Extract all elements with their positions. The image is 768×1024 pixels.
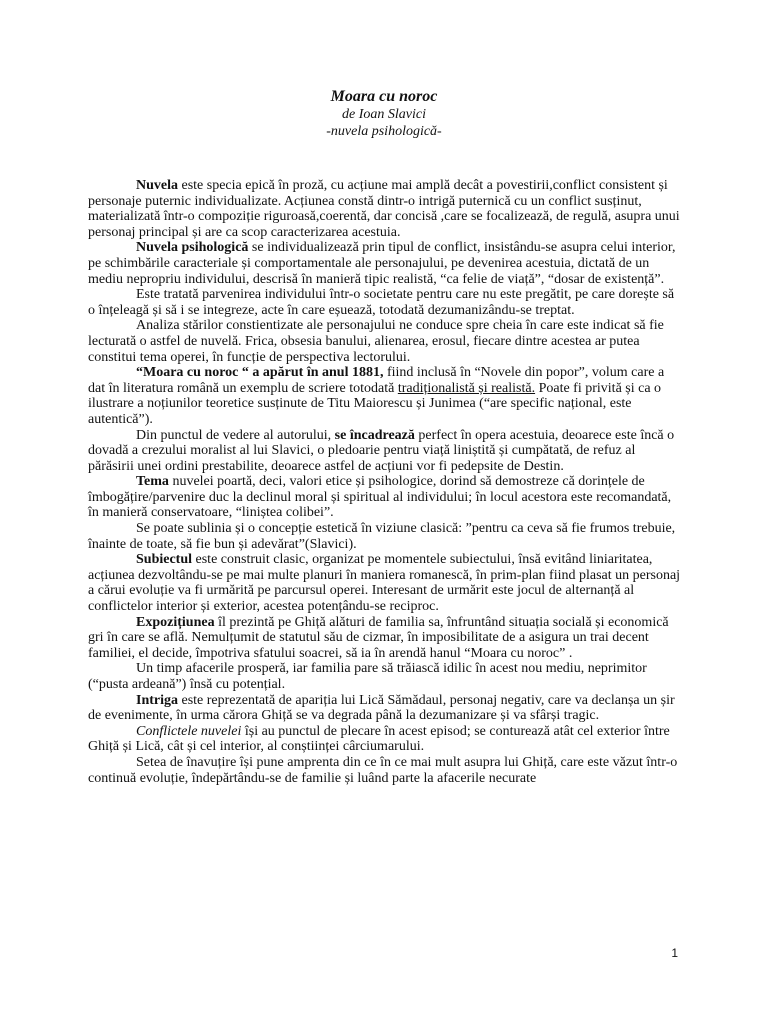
bold-term: Intriga — [136, 692, 178, 708]
paragraph-estetica — [88, 521, 684, 552]
document-author: de Ioan Slavici — [342, 107, 426, 122]
paragraph-text: fiind inclusă în “Novele din popor”, volum care a dat în literatura română un exemplu de scriere totodată — [88, 365, 665, 396]
paragraph-autor — [88, 428, 684, 475]
paragraph-text: îl prezintă pe Ghiță alături de familia sa, înfruntând situația socială și economică gri în care se află. Nemulțumit de statutul său de cizmar, în imposibilitate de a asigura un trai decent familiei, el decide, împotriva sfatului soacrei, să ia în arendă hanul “Moara cu noroc” . — [88, 614, 669, 661]
page-number: 1 — [671, 946, 678, 960]
paragraph-tema — [88, 474, 684, 521]
document-title: Moara cu noroc — [330, 88, 438, 105]
paragraph-text: nuvelei poartă, deci, valori etice și psihologice, dorind să demostreze că dorințele de îmbogățire/parvenire duc la declinul moral și spiritual al individului; în locul acestora este recomandată, în manieră conservatoare, “liniștea colibei”. — [88, 474, 672, 521]
paragraph-text: Analiza stărilor constientizate ale personajului ne conduce spre cheia în care este indicat să fie lecturată o astfel de nuvelă. Frica, obsesia banului, alienarea, erosul, fiecare dintre acestea ar putea constitui tema operei, în funcție de perspectiva lectorului. — [88, 318, 664, 365]
bold-term: “Moara cu noroc “ a apărut în anul 1881, — [136, 365, 384, 381]
paragraph-subiectul — [88, 552, 684, 614]
paragraph-text: Din punctul de vedere al autorului, — [136, 427, 335, 443]
bold-term: Nuvela psihologică — [136, 240, 249, 256]
bold-term: Expozițiunea — [136, 614, 215, 630]
paragraph-text: se individualizează prin tipul de conflict, insistându-se asupra celui interior, pe schimbările caracteriale și comportamentale ale personajului, pe devenirea acestuia, dictată de un mediu nepropriu individului, descrisă în manieră tipic realistă, “ca felie de viață”, “dosar de existență”. — [88, 240, 676, 287]
paragraph-conflictele — [88, 724, 684, 755]
underlined-text: tradiționalistă și realistă. — [397, 380, 536, 396]
paragraph-aparitie — [88, 365, 684, 427]
paragraph-expozitiunea — [88, 615, 684, 662]
bold-term: Subiectul — [136, 552, 193, 568]
paragraph-text: este reprezentată de apariția lui Lică Sămădaul, personaj negativ, care va declanșa un șir de evenimente, în urma cărora Ghiță se va degrada până la dezumanizare și va sfârși tragic. — [88, 692, 675, 724]
paragraph-text: își au punctul de plecare în acest episod; se conturează atât cel exterior între Ghiță și Lică, cât și cel interior, al conștiinței cârciumarului. — [88, 723, 670, 755]
paragraph-text: Se poate sublinia și o concepție estetică în viziune clasică: ”pentru ca ceva să fie frumos trebuie, înainte de toate, să fie bun și adevărat”(Slavici). — [88, 521, 676, 552]
paragraph-analiza — [88, 318, 684, 365]
paragraph-setea — [88, 755, 684, 786]
paragraph-text: Setea de înavuțire își pune amprenta din ce în ce mai mult asupra lui Ghiță, care este văzut într-o continuă evoluție, îndepărtându-se de familie și luând parte la afacerile necurate — [88, 754, 678, 786]
paragraph-intriga — [88, 693, 684, 724]
document-genre: -nuvela psihologică- — [326, 124, 442, 139]
document-body — [88, 178, 684, 786]
italic-term: Conflictele nuvelei — [136, 723, 242, 739]
paragraph-text: Este tratată parvenirea individului într-o societate pentru care nu este pregătit, pe care dorește să o înțeleagă și să i se integreze, acte în care eșuează, totodată dezumanizându-se treptat. — [88, 287, 675, 318]
bold-term: Nuvela — [136, 178, 178, 193]
paragraph-parvenire — [88, 287, 684, 318]
paragraph-afaceri — [88, 661, 684, 692]
paragraph-text: Poate fi privită și ca o ilustrare a noțiunilor teoretice susținute de Titu Maiorescu și Junimea (“are specific național, este autentică”). — [88, 380, 662, 427]
paragraph-nuvela-psihologica — [88, 240, 684, 287]
paragraph-text: Un timp afacerile prosperă, iar familia pare să trăiască idilic în acest nou mediu, neprimitor (“pusta ardeană”) însă cu potențial. — [88, 661, 647, 692]
paragraph-text: este specia epică în proză, cu acțiune mai amplă decât a povestirii,conflict consistent și personaje puternic individualizate. Acțiunea constă dintr-o intrigă puternică cu un conflict susținut, materializată într-o compoziție riguroasă,coerentă, dar concisă ,care se focalizează, de regulă, asupra unui personaj principal și are ca scop caracterizarea acestuia. — [88, 178, 680, 240]
paragraph-nuvela — [88, 178, 684, 240]
paragraph-text: este construit clasic, organizat pe momentele subiectului, însă evitând liniaritatea, acțiunea dezvoltându-se pe mai multe planuri în maniera romanescă, în prim-plan fiind plasat un personaj a cărui evoluție va fi urmărită pe parcursul operei. Interesant de urmărit este jocul de alternanță al conflictelor interior și exterior, acestea potențându-se reciproc. — [88, 552, 681, 615]
bold-term: se încadrează — [334, 427, 415, 443]
document-header — [0, 88, 768, 140]
bold-term: Tema — [136, 474, 169, 490]
paragraph-text: perfect în opera acestuia, deoarece este încă o dovadă a crezului moralist al lui Slavici, o pledoarie pentru viață liniștită și cumpătată, de refuz al părăsirii unei ordini prestabilite, deoarece astfel de acțiuni vor fi pedepsite de Destin. — [88, 427, 675, 474]
